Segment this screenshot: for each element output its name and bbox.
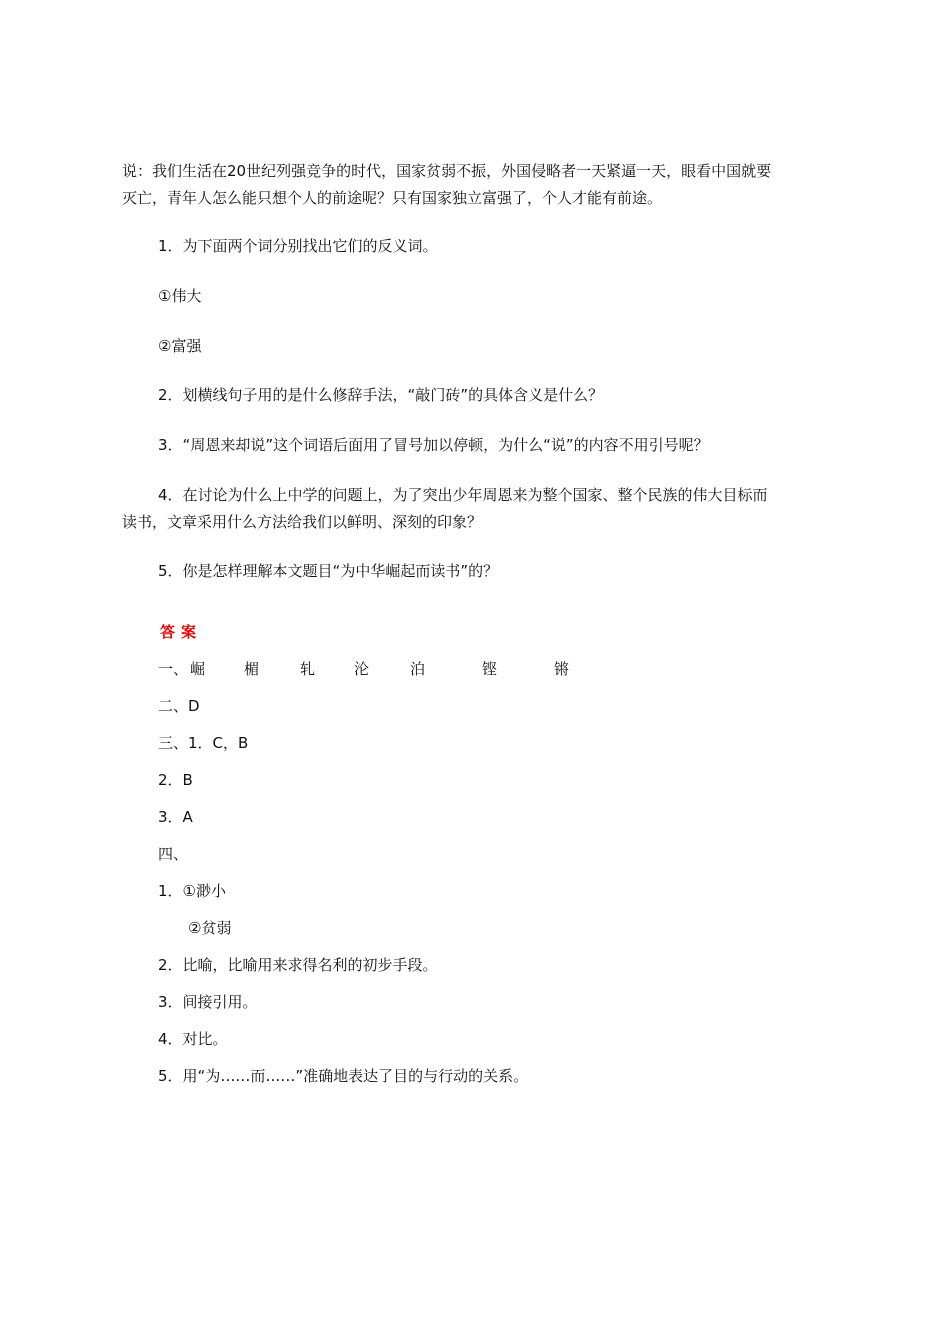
answer-one-char-2: 楣	[244, 660, 260, 678]
question-4-line-1: 4．在讨论为什么上中学的问题上，为了突出少年周恩来为整个国家、整个民族的伟大目标而	[158, 486, 768, 504]
answer-four-4: 4．对比。	[158, 1030, 228, 1048]
question-5: 5．你是怎样理解本文题目“为中华崛起而读书”的？	[158, 562, 499, 580]
answer-four-2: 2．比喻，比喻用来求得名利的初步手段。	[158, 956, 438, 974]
answer-three-2: 2．B	[158, 771, 193, 789]
question-1-item-b: ②富强	[158, 337, 202, 355]
answer-three-1: 三、1．C，B	[158, 734, 249, 752]
question-1: 1．为下面两个词分别找出它们的反义词。	[158, 237, 438, 255]
answer-three-3: 3．A	[158, 808, 193, 826]
answer-one-prefix: 一、	[158, 660, 189, 678]
answer-one-char-6: 铿	[482, 660, 498, 678]
answer-four-1b: ②贫弱	[188, 919, 232, 937]
answer-one-char-5: 泊	[410, 660, 426, 678]
answers-title: 答案	[160, 623, 203, 641]
answer-one-char-3: 轧	[300, 660, 316, 678]
question-2: 2．划横线句子用的是什么修辞手法，“敲门砖”的具体含义是什么？	[158, 386, 604, 404]
passage-line-2: 灭亡，青年人怎么能只想个人的前途呢？只有国家独立富强了，个人才能有前途。	[122, 189, 663, 207]
question-4-line-2: 读书，文章采用什么方法给我们以鲜明、深刻的印象？	[122, 513, 483, 531]
answer-four-3: 3．间接引用。	[158, 993, 258, 1011]
passage-line-1: 说：我们生活在20世纪列强竞争的时代，国家贫弱不振，外国侵略者一天紧逼一天，眼看中国就要	[122, 162, 772, 180]
answer-four: 四、	[158, 845, 189, 863]
answer-four-5: 5．用“为……而……”准确地表达了目的与行动的关系。	[158, 1067, 529, 1085]
question-1-item-a: ①伟大	[158, 287, 202, 305]
answer-four-1a: 1．①渺小	[158, 882, 226, 900]
answer-one-char-4: 沦	[354, 660, 370, 678]
answer-one-char-7: 锵	[554, 660, 570, 678]
answer-one-char-1: 崛	[190, 660, 206, 678]
answer-two: 二、D	[158, 697, 200, 715]
question-3: 3．“周恩来却说”这个词语后面用了冒号加以停顿，为什么“说”的内容不用引号呢？	[158, 436, 709, 454]
